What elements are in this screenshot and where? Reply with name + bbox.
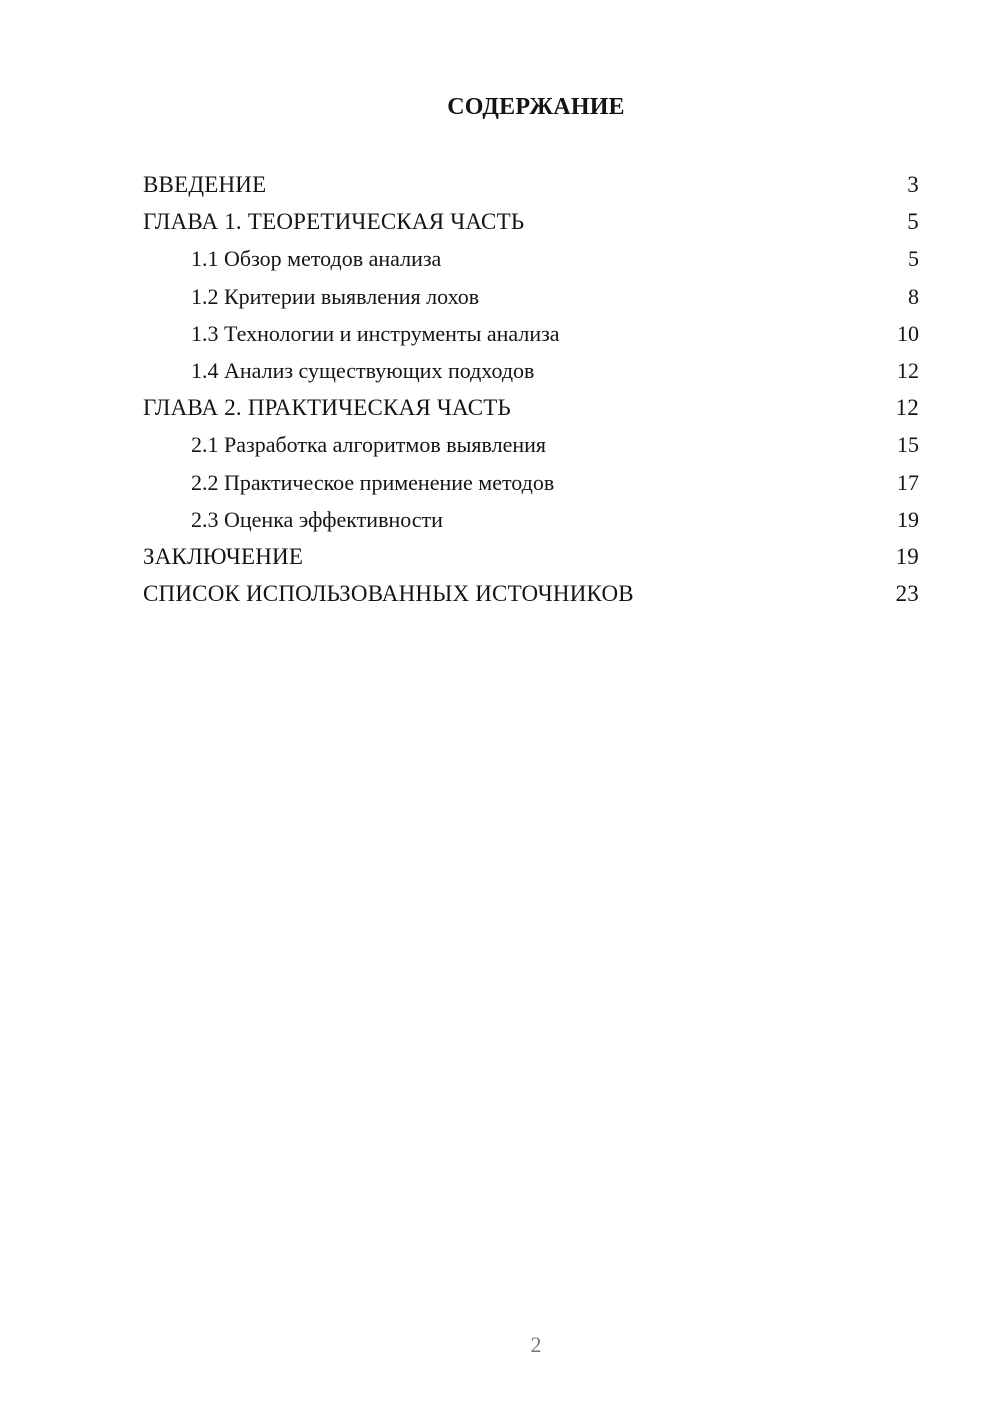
toc-entry-page: 17: [897, 469, 919, 495]
toc-entry-page: 15: [897, 432, 919, 458]
toc-entry-label: 1.4 Анализ существующих подходов: [191, 357, 535, 383]
toc-entry-page: 19: [897, 506, 919, 532]
toc-entry-page: 3: [907, 172, 919, 197]
toc-entry[interactable]: [143, 168, 919, 205]
toc-entry[interactable]: [143, 280, 919, 317]
toc-entry-page: 19: [895, 543, 919, 569]
table-of-contents: [143, 168, 919, 614]
toc-entry-label: 2.3 Оценка эффективности: [191, 506, 443, 532]
toc-entry[interactable]: [143, 428, 919, 465]
toc-entry-label: 1.3 Технологии и инструменты анализа: [191, 320, 560, 346]
toc-entry[interactable]: [143, 205, 919, 242]
toc-entry-page: 10: [897, 320, 919, 346]
toc-entry-page: 5: [908, 246, 919, 272]
toc-entry[interactable]: [143, 577, 919, 614]
toc-entry-label: ВВЕДЕНИЕ: [143, 172, 267, 197]
toc-entry-label: ГЛАВА 1. ТЕОРЕТИЧЕСКАЯ ЧАСТЬ: [143, 209, 525, 235]
toc-entry-label: 2.2 Практическое применение методов: [191, 469, 555, 495]
toc-entry[interactable]: [143, 503, 919, 540]
toc-entry-page: 12: [897, 357, 919, 383]
toc-entry-label: 1.2 Критерии выявления лохов: [191, 283, 480, 309]
toc-title: СОДЕРЖАНИЕ: [447, 94, 625, 120]
toc-entry-label: ГЛАВА 2. ПРАКТИЧЕСКАЯ ЧАСТЬ: [143, 395, 511, 421]
toc-entry[interactable]: [143, 354, 919, 391]
toc-entry[interactable]: [143, 242, 919, 279]
toc-entry-label: ЗАКЛЮЧЕНИЕ: [143, 543, 304, 569]
toc-entry[interactable]: [143, 391, 919, 428]
toc-entry-page: 5: [907, 209, 919, 235]
toc-entry[interactable]: [143, 317, 919, 354]
toc-entry-page: 23: [895, 581, 919, 607]
toc-entry-label: 2.1 Разработка алгоритмов выявления: [191, 432, 546, 458]
toc-entry-label: 1.1 Обзор методов анализа: [191, 246, 442, 272]
toc-entry-page: 12: [895, 395, 919, 421]
toc-entry-label: СПИСОК ИСПОЛЬЗОВАННЫХ ИСТОЧНИКОВ: [143, 581, 634, 607]
toc-entry[interactable]: [143, 466, 919, 503]
toc-entry-page: 8: [908, 283, 919, 309]
toc-entry[interactable]: [143, 540, 919, 577]
page-number: 2: [530, 1332, 542, 1357]
